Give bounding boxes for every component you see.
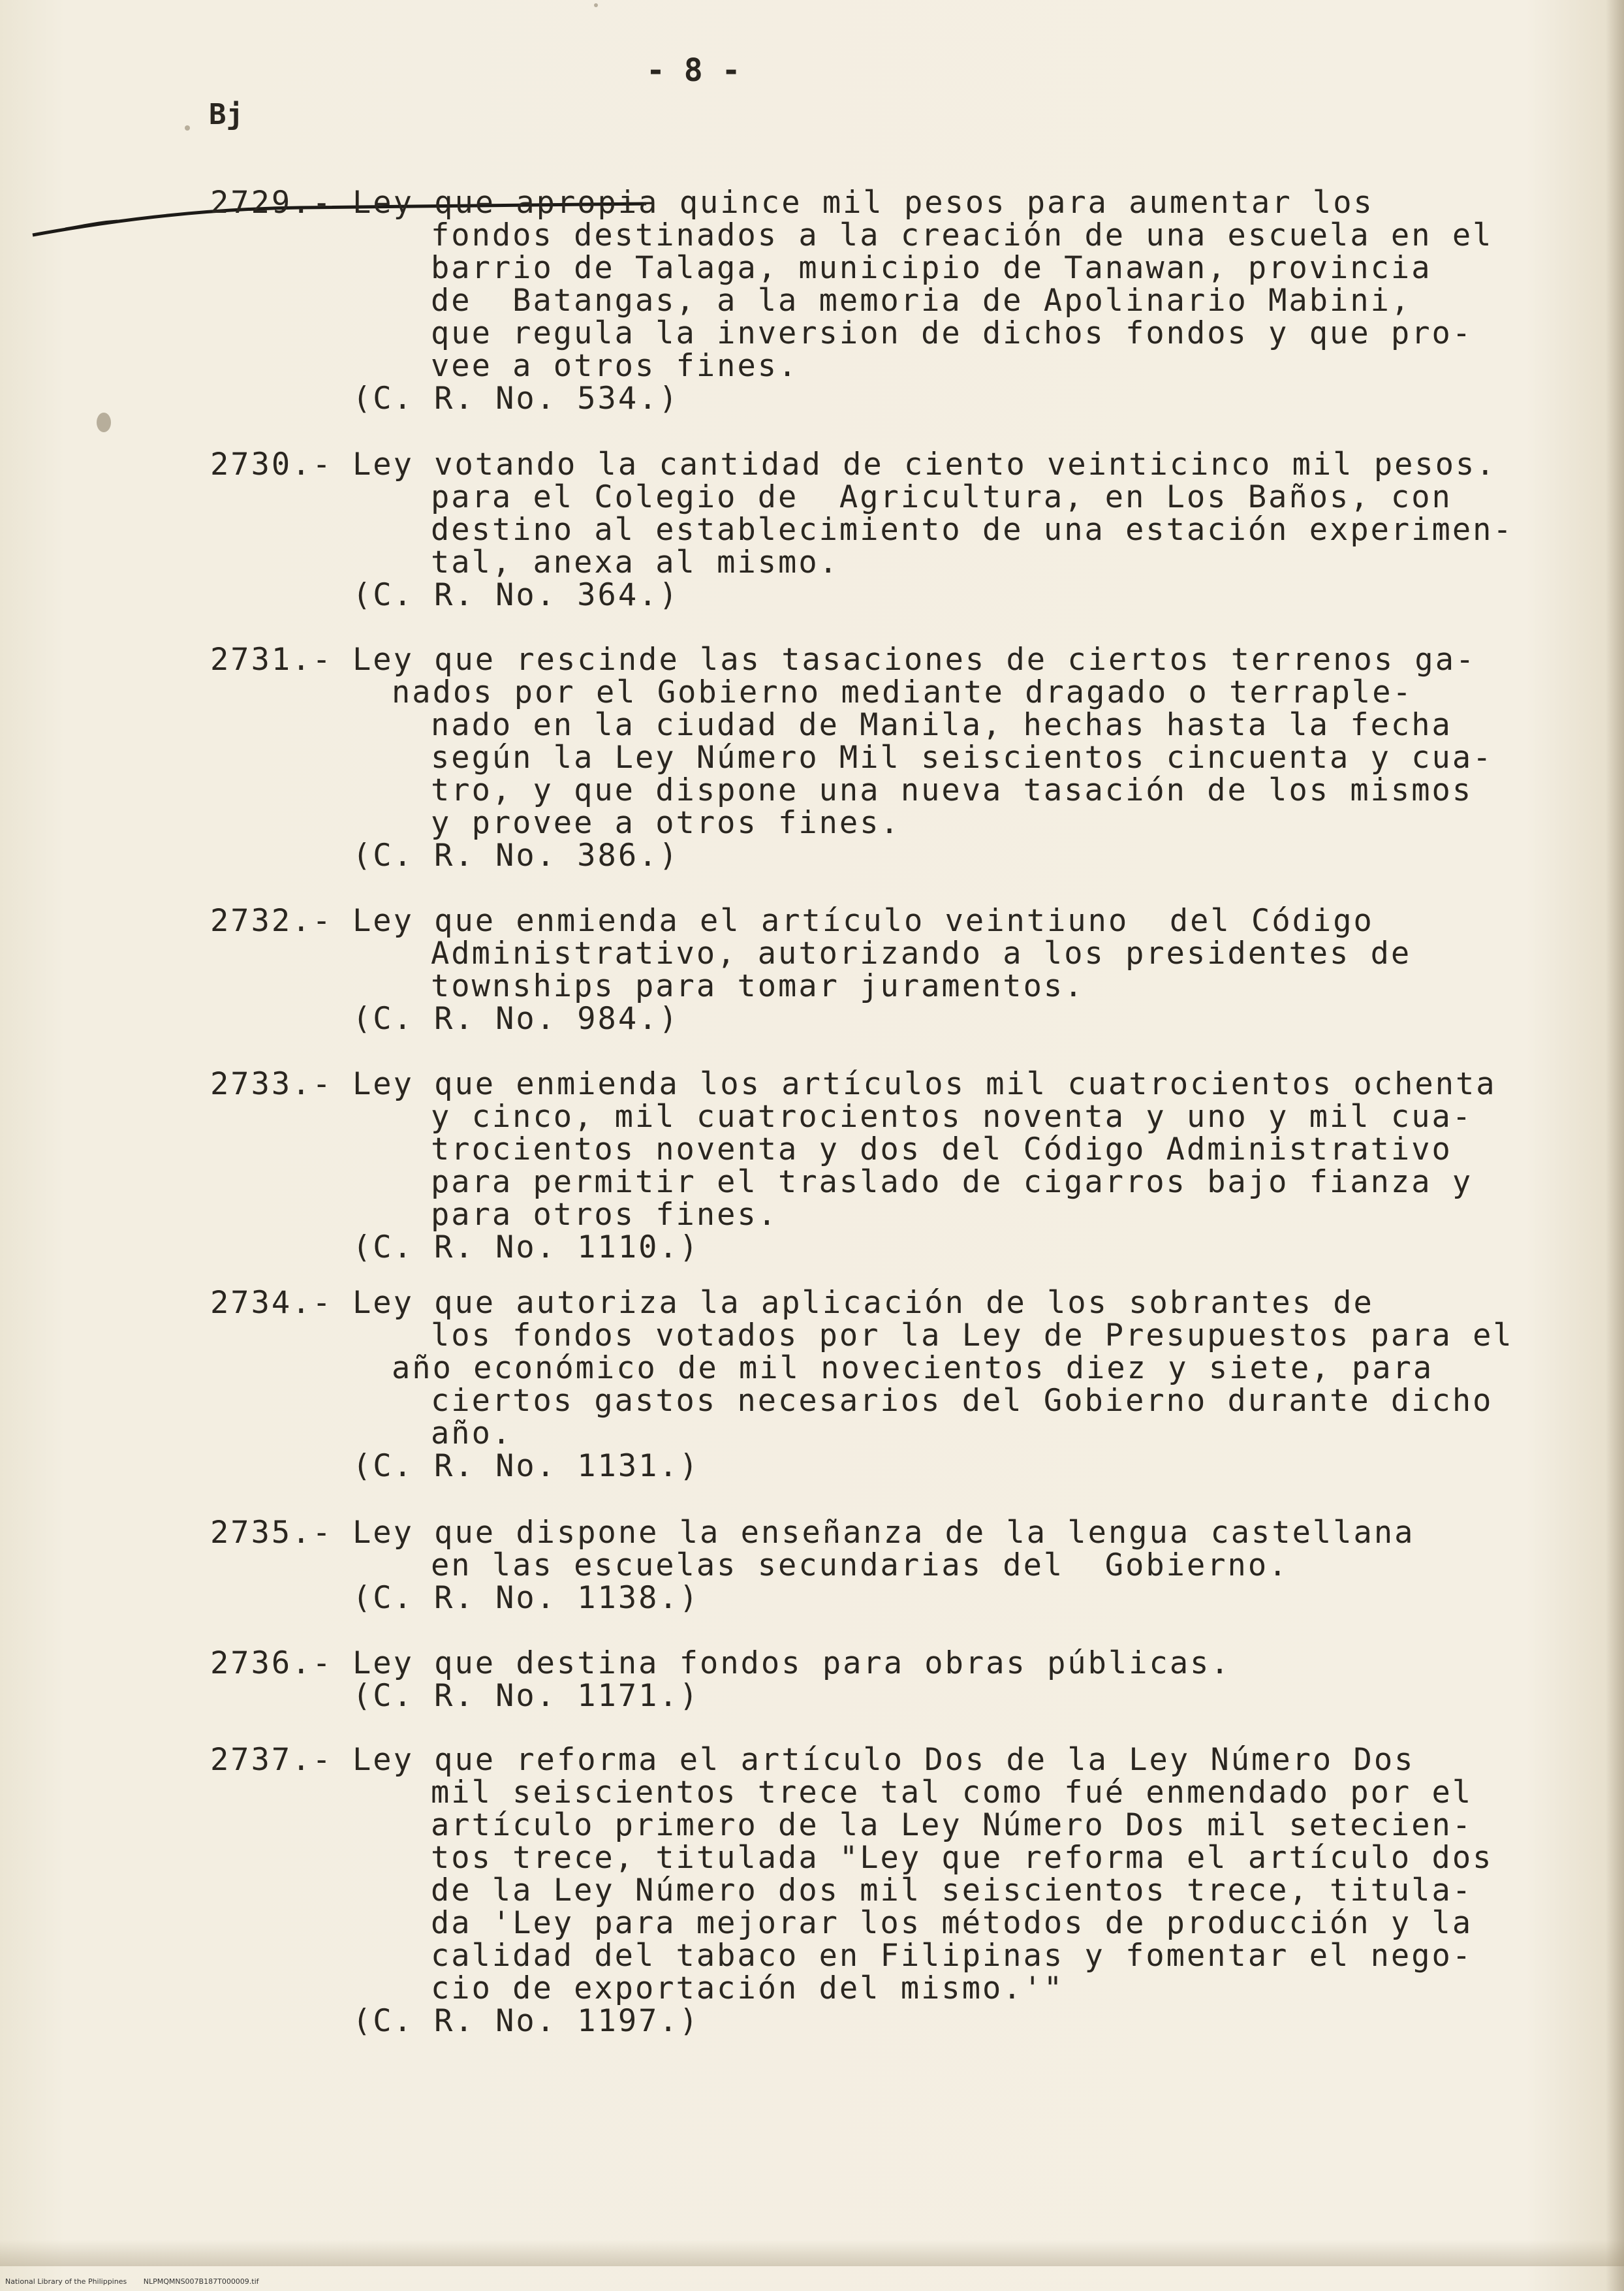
law-title-line: y cinco, mil cuatrocientos noventa y uno y mil cua- xyxy=(431,1099,1473,1135)
law-title-line: tos trece, titulada "Ley que reforma el artículo dos xyxy=(431,1840,1493,1876)
law-title-first-line: Ley que destina fondos para obras públicas. xyxy=(352,1645,1231,1681)
law-number: 2732.- xyxy=(210,903,333,939)
law-title-line: para el Colegio de Agricultura, en Los Baños, con xyxy=(431,479,1452,515)
ink-spot xyxy=(185,125,190,131)
law-title-line: tal, anexa al mismo. xyxy=(431,545,839,580)
bill-reference: (C. R. No. 1138.) xyxy=(352,1580,700,1616)
typist-initials: Bj xyxy=(209,98,243,131)
law-title-first-line: Ley que enmienda los artículos mil cuatrocientos ochenta xyxy=(352,1066,1497,1102)
law-title-line: según la Ley Número Mil seiscientos cincuenta y cua- xyxy=(431,740,1493,776)
law-number: 2736.- xyxy=(210,1645,333,1681)
law-title-first-line: Ley que enmienda el artículo veintiuno del Código xyxy=(352,903,1374,939)
law-title-line: destino al establecimiento de una estación experimen- xyxy=(431,512,1514,548)
bill-reference: (C. R. No. 1131.) xyxy=(352,1448,700,1484)
law-number: 2729.- xyxy=(210,185,333,221)
law-number: 2737.- xyxy=(210,1742,333,1778)
law-title-line: fondos destinados a la creación de una escuela en el xyxy=(431,217,1493,253)
law-title-line: año. xyxy=(431,1415,513,1451)
footer-file-id: NLPMQMNS007B187T000009.tif xyxy=(143,2277,259,2286)
page-bottom-shadow xyxy=(0,2240,1624,2266)
bill-reference: (C. R. No. 984.) xyxy=(352,1001,679,1037)
law-title-line: para otros fines. xyxy=(431,1197,779,1233)
law-title-line: da 'Ley para mejorar los métodos de producción y la xyxy=(431,1905,1473,1941)
ink-spot xyxy=(97,413,111,432)
bill-reference: (C. R. No. 386.) xyxy=(352,838,679,874)
law-title-line: cio de exportación del mismo.'" xyxy=(431,1970,1065,2006)
law-title-line: para permitir el traslado de cigarros bajo fianza y xyxy=(431,1164,1473,1200)
law-number: 2735.- xyxy=(210,1515,333,1551)
law-number: 2730.- xyxy=(210,447,333,482)
law-title-line: trocientos noventa y dos del Código Administrativo xyxy=(431,1131,1452,1167)
law-title-line: los fondos votados por la Ley de Presupuestos para el xyxy=(431,1318,1514,1353)
page-edge-shadow xyxy=(1606,0,1624,2291)
law-title-line: en las escuelas secundarias del Gobierno. xyxy=(431,1547,1289,1583)
law-title-first-line: Ley que autoriza la aplicación de los sobrantes de xyxy=(352,1285,1374,1321)
law-title-line: nado en la ciudad de Manila, hechas hasta la fecha xyxy=(431,707,1452,743)
law-title-line: y provee a otros fines. xyxy=(431,805,901,841)
law-title-line: Administrativo, autorizando a los presidentes de xyxy=(431,936,1412,972)
law-title-line: año económico de mil novecientos diez y siete, para xyxy=(392,1350,1434,1386)
law-title-line: calidad del tabaco en Filipinas y fomentar el nego- xyxy=(431,1938,1473,1974)
law-title-line: que regula la inversion de dichos fondos y que pro- xyxy=(431,315,1473,351)
law-number: 2733.- xyxy=(210,1066,333,1102)
law-number: 2731.- xyxy=(210,642,333,678)
bill-reference: (C. R. No. 1171.) xyxy=(352,1678,700,1714)
law-title-first-line: Ley que dispone la enseñanza de la lengua castellana xyxy=(352,1515,1415,1551)
bill-reference: (C. R. No. 534.) xyxy=(352,381,679,417)
footer-library: National Library of the Philippines xyxy=(5,2277,127,2286)
law-title-line: de Batangas, a la memoria de Apolinario Mabini, xyxy=(431,283,1412,319)
law-title-line: artículo primero de la Ley Número Dos mil setecien- xyxy=(431,1807,1473,1843)
law-title-line: nados por el Gobierno mediante dragado o terraple- xyxy=(392,674,1413,710)
law-title-first-line: Ley votando la cantidad de ciento veinticinco mil pesos. xyxy=(352,447,1497,482)
archive-footer xyxy=(5,2277,273,2286)
bill-reference: (C. R. No. 1197.) xyxy=(352,2003,700,2039)
law-title-first-line: Ley que apropia quince mil pesos para aumentar los xyxy=(352,185,1374,221)
law-title-line: townships para tomar juramentos. xyxy=(431,968,1085,1004)
law-title-line: ciertos gastos necesarios del Gobierno durante dicho xyxy=(431,1383,1493,1419)
law-title-line: tro, y que dispone una nueva tasación de los mismos xyxy=(431,772,1473,808)
law-number: 2734.- xyxy=(210,1285,333,1321)
law-title-line: vee a otros fines. xyxy=(431,348,799,384)
law-title-line: de la Ley Número dos mil seiscientos trece, titula- xyxy=(431,1872,1473,1908)
ink-spot xyxy=(594,3,598,7)
law-title-first-line: Ley que rescinde las tasaciones de ciertos terrenos ga- xyxy=(352,642,1476,678)
bill-reference: (C. R. No. 1110.) xyxy=(352,1229,700,1265)
law-title-line: mil seiscientos trece tal como fué enmendado por el xyxy=(431,1775,1473,1810)
page-number: - 8 - xyxy=(646,52,741,89)
law-title-line: barrio de Talaga, municipio de Tanawan, provincia xyxy=(431,250,1432,286)
bill-reference: (C. R. No. 364.) xyxy=(352,577,679,613)
law-title-first-line: Ley que reforma el artículo Dos de la Ley Número Dos xyxy=(352,1742,1415,1778)
